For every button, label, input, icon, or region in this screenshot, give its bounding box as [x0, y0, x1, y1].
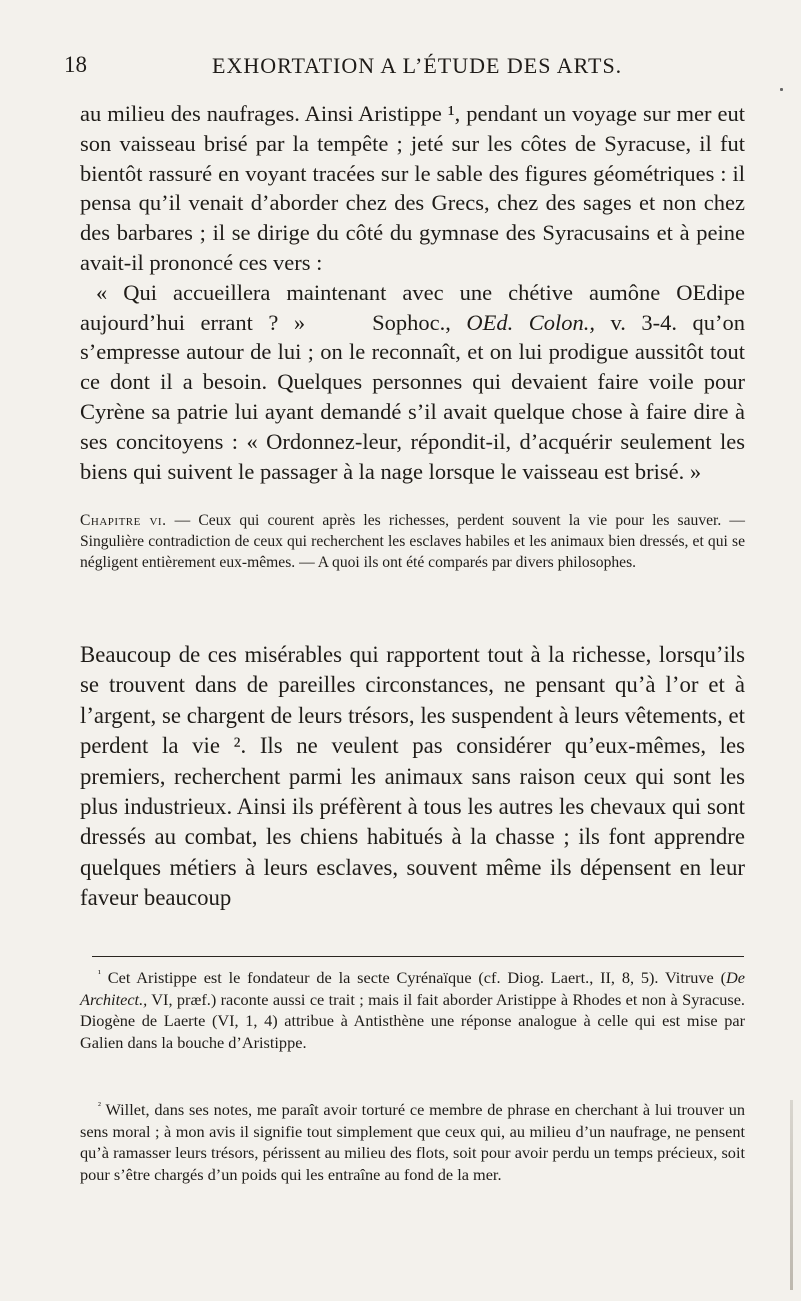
page-header [64, 52, 744, 82]
margin-speck [780, 88, 783, 91]
footnote-2 [80, 1099, 745, 1185]
footnote-2-text: Willet, dans ses notes, me paraît avoir torturé ce membre de phrase en cherchant à lui trouver un sens moral ; à mon avis il signifie tout simplement que ceux qui, au milieu d’un naufrage, ne pensent qu’à ramasser leurs trésors, périssent au milieu des flots, soit pour avoir perdu un temps précieux, soit pour s’être chargés d’un poids qui les entraîne au fond de la mer. [80, 1100, 745, 1184]
footnote-2-marker: ² [98, 1100, 101, 1112]
chapter-body [80, 640, 745, 914]
page-number: 18 [64, 52, 87, 77]
chapter-summary-text: — Ceux qui courent après les richesses, perdent souvent la vie pour les sauver. — Singulière contradiction de ceux qui recherchent les esclaves habiles et les animaux bien dressés, et qui se négligent entièrement eux-mêmes. — A quoi ils ont été comparés par divers philosophes. [80, 512, 745, 572]
footnote-1-marker: ¹ [98, 968, 101, 980]
opening-text [80, 99, 745, 486]
quote-ref-title: OEd. Colon., [466, 309, 596, 335]
chapter-label: Chapitre vi. [80, 512, 167, 529]
chapter-summary [80, 510, 745, 574]
page-edge-shadow [790, 1100, 793, 1290]
paragraph-cyrene: qu’on s’empresse autour de lui ; on le reconnaît, et on lui prodigue aussitôt tout ce dont il a besoin. Quelques personnes qui devaient faire voile pour Cyrène sa patrie lui ayant demandé s’il avait quelque chose à faire dire à ses concitoyens : « Ordonnez-leur, répondit-il, d’acquérir seulement les biens qui suivent le passager à la nage lorsque le vaisseau est brisé. » [80, 309, 746, 484]
footnote-1 [80, 967, 745, 1053]
running-title: EXHORTATION A L’ÉTUDE DES ARTS. [212, 53, 623, 78]
footnote-1-italic: De Architect., [80, 968, 745, 1009]
footnote-rule [92, 956, 744, 957]
footnote-1-text-a: Cet Aristippe est le fondateur de la secte Cyrénaïque (cf. Diog. Laert., II, 8, 5). Vitruve ( [107, 968, 727, 987]
quote-ref-author: Sophoc., [372, 309, 451, 335]
paragraph-aristippe: au milieu des naufrages. Ainsi Aristippe ¹, pendant un voyage sur mer eut son vaisseau brisé par la tempête ; jeté sur les côtes de Syracuse, il fut bientôt rassuré en voyant tracées sur le sable des figures géométriques : il pensa qu’il venait d’aborder chez des Grecs, chez des sages et non chez des barbares ; il se dirige du côté du gymnase des Syracusains et à peine avait-il prononcé ces vers : [80, 101, 745, 275]
quote-ref-verse: v. 3-4. [610, 309, 678, 335]
footnote-1-text-b: VI, præf.) raconte aussi ce trait ; mais il fait aborder Aristippe à Rhodes et non à Syracuse. Diogène de Laerte (VI, 1, 4) attribue à Antisthène une réponse analogue à celle qui est mise par Galien dans la bouche d’Aristippe. [80, 989, 745, 1052]
oedipus-quote: « Qui accueillera maintenant avec une chétive aumône OEdipe aujourd’hui errant ? » [80, 279, 745, 335]
chapter-paragraph: Beaucoup de ces misérables qui rapportent tout à la richesse, lorsqu’ils se trouvent dans de pareilles circonstances, ne pensant qu’à l’or et à l’argent, se chargent de leurs trésors, les suspendent à leurs vêtements, et perdent la vie ². Ils ne veulent pas considérer qu’eux-mêmes, les premiers, recherchent parmi les animaux sans raison ceux qui sont les plus industrieux. Ainsi ils préfèrent à tous les autres les chevaux qui sont dressés au combat, les chiens habitués à la chasse ; ils font apprendre quelques métiers à leurs esclaves, souvent même ils dépensent en leur faveur beaucoup [80, 642, 745, 911]
